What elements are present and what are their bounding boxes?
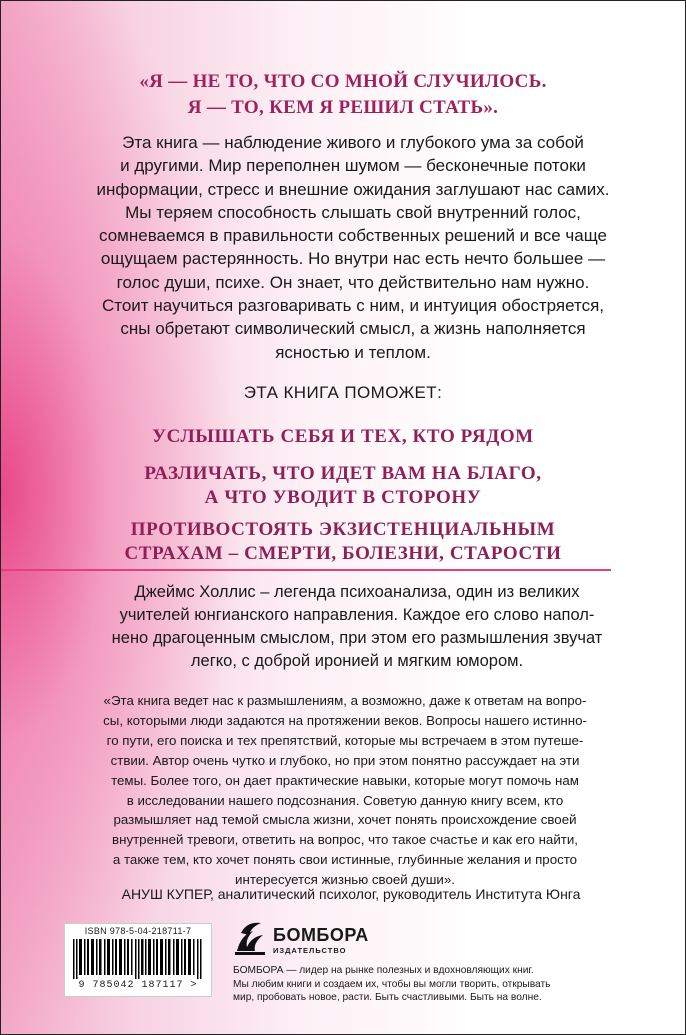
benefit-line: ПРОТИВОСТОЯТЬ ЭКЗИСТЕНЦИАЛЬНЫМ (130, 519, 556, 540)
barcode-icon (73, 939, 203, 979)
epigraph (1, 69, 685, 121)
description-line: ясностью и теплом. (275, 342, 431, 362)
description-line: Стоит научиться разговаривать с ним, и интуиция обостряется, (101, 296, 605, 316)
quote-attribution: АНУШ КУПЕР, аналитический психолог, руководитель Института Юнга (121, 886, 581, 902)
author-line: учителей юнгианского направления. Каждое его слово напол- (119, 606, 595, 624)
description-line: Эта книга — наблюдение живого и глубокого ума за собой (122, 133, 584, 152)
publisher-line: Мы любим книги и создаем их, чтобы вы могли творить, открывать (233, 978, 551, 990)
quote-line: темы. Более того, он дает практические навыки, которые могут помочь нам (111, 772, 579, 788)
publisher-line: мир, пробовать новое, расти. Быть счастливыми. Быть на волне. (233, 992, 542, 1003)
epigraph-line: Я — ТО, КЕМ Я РЕШИЛ СТАТЬ». (187, 97, 499, 118)
description-line: информации, стресс и внешние ожидания заглушают нас самих. (96, 179, 610, 199)
benefit-line: А ЧТО УВОДИТ В СТОРОНУ (204, 487, 482, 508)
description-line: голос души, психе. Он знает, что действительно нам нужно. (116, 272, 590, 292)
quote-line: ствии. Автор очень чутко и глубоко, но при этом понятно рассуждает на эти (110, 752, 580, 768)
benefit-line: СТРАХАМ – СМЕРТИ, БОЛЕЗНИ, СТАРОСТИ (124, 543, 562, 564)
publisher-subtitle: ИЗДАТЕЛЬСТВО (273, 946, 347, 955)
quote-line: размышляет над темой смысла жизни, хочет понять происхождение своей (113, 812, 577, 828)
author-line: нено драгоценным смыслом, при этом его размышления звучат (111, 629, 603, 647)
author-line: легко, с доброй иронией и мягким юмором. (190, 652, 524, 670)
section-divider (1, 569, 611, 571)
author-about (57, 581, 657, 673)
benefit-item (1, 425, 685, 449)
author-line: Джеймс Холлис – легенда психоанализа, один из великих (134, 583, 580, 601)
quote-line: а также тем, кто хочет понять свои истинные, глубинные желания и просто (112, 852, 578, 868)
review-quote (65, 691, 625, 890)
quote-line: внутренней тревоги, ответить на вопрос, что такое счастье и как его найти, (112, 832, 578, 848)
book-description (83, 131, 623, 364)
benefit-line: УСЛЫШАТЬ СЕБЯ И ТЕХ, КТО РЯДОМ (152, 426, 534, 447)
barcode-number: 9 785042 187117 > (78, 980, 198, 991)
quote-line: го пути, его поиска и тех препятствий, которые мы встречаем в этом путеше- (106, 732, 584, 748)
publisher-name: БОМБОРА (273, 925, 369, 945)
barcode-block (64, 923, 212, 997)
epigraph-line: «Я — НЕ ТО, ЧТО СО МНОЙ СЛУЧИЛОСЬ. (139, 71, 547, 92)
publisher-blurb (233, 964, 653, 1005)
description-line: сны обретают символический смысл, а жизнь наполняется (120, 319, 586, 339)
benefit-line: РАЗЛИЧАТЬ, ЧТО ИДЕТ ВАМ НА БЛАГО, (144, 463, 542, 484)
quote-line: сы, которыми люди задаются на протяжении веков. Вопросы нашего истинно- (103, 712, 587, 728)
description-line: ощущаем растерянность. Но внутри нас есть нечто большее — (100, 249, 606, 269)
bombora-wave-logo-icon (233, 917, 269, 957)
quote-line: интересуется жизнью своей души». (235, 872, 455, 888)
help-heading: ЭТА КНИГА ПОМОЖЕТ: (243, 383, 443, 402)
benefit-item (1, 462, 685, 510)
description-line: сомневаемся в правильности собственных решений и все чаще (99, 226, 607, 246)
publisher-line: БОМБОРА — лидер на рынке полезных и вдохновляющих книг. (233, 965, 534, 976)
quote-line: «Эта книга ведет нас к размышлениям, а возможно, даже к ответам на вопро- (103, 693, 587, 708)
isbn-label: ISBN 978-5-04-218711-7 (84, 926, 192, 936)
benefit-item (1, 518, 685, 566)
description-line: и другими. Мир переполнен шумом — бесконечные потоки (120, 156, 586, 176)
quote-line: в исследовании нашего подсознания. Советую данную книгу всем, кто (126, 792, 564, 808)
description-line: Мы теряем способность слышать свой внутренний голос, (125, 202, 581, 222)
